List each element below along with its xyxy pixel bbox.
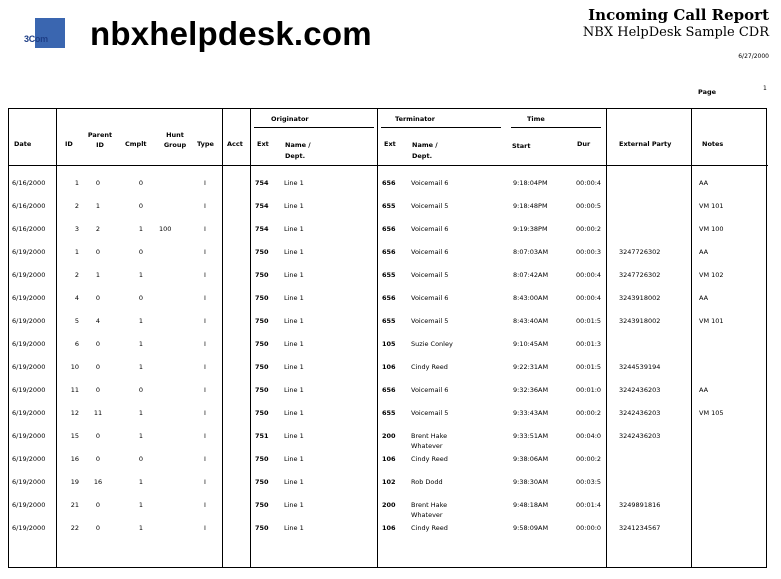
report-title: Incoming Call Report [588, 6, 769, 24]
cell-parent-id: 0 [95, 294, 101, 302]
cell-date: 6/19/2000 [12, 478, 46, 486]
cell-dur: 00:00:2 [576, 409, 602, 417]
cell-originator-name: Line 1 [284, 501, 304, 509]
cell-terminator-name: Voicemail 6 [411, 225, 449, 233]
cell-terminator-name: Cindy Reed [411, 363, 448, 371]
cell-id: 19 [70, 478, 79, 486]
cell-originator-name: Line 1 [284, 386, 304, 394]
cell-start: 9:18:48PM [513, 202, 548, 210]
cell-cmplt: 0 [138, 202, 144, 210]
cell-originator-ext: 750 [255, 363, 269, 371]
cell-external-party: 3241234567 [619, 524, 661, 532]
cell-terminator-ext: 200 [382, 501, 396, 509]
cell-terminator-name: Cindy Reed [411, 524, 448, 532]
cell-parent-id: 0 [95, 179, 101, 187]
cell-parent-id: 0 [95, 386, 101, 394]
cell-start: 9:19:38PM [513, 225, 548, 233]
cell-originator-name: Line 1 [284, 409, 304, 417]
cell-date: 6/19/2000 [12, 432, 46, 440]
table-row [9, 524, 768, 544]
cell-start: 9:38:06AM [513, 455, 549, 463]
cell-type: I [204, 363, 206, 371]
cell-terminator-ext: 200 [382, 432, 396, 440]
cell-id: 2 [74, 202, 79, 210]
cell-terminator-ext: 655 [382, 202, 396, 210]
cell-parent-id: 1 [95, 271, 101, 279]
cell-terminator-name: Rob Dodd [411, 478, 443, 486]
table-row [9, 179, 768, 199]
col-originator-name: Name / Dept. [285, 141, 311, 161]
cell-date: 6/19/2000 [12, 501, 46, 509]
cell-terminator-name: Voicemail 5 [411, 271, 449, 279]
cell-id: 22 [70, 524, 79, 532]
cell-type: I [204, 340, 206, 348]
cell-type: I [204, 501, 206, 509]
col-cmplt: Cmplt [125, 140, 147, 148]
table-row [9, 409, 768, 429]
cell-originator-name: Line 1 [284, 455, 304, 463]
cell-parent-id: 0 [95, 248, 101, 256]
cell-date: 6/19/2000 [12, 271, 46, 279]
cell-cmplt: 0 [138, 294, 144, 302]
cell-dur: 00:00:4 [576, 271, 602, 279]
cell-terminator-name: Voicemail 6 [411, 294, 449, 302]
cell-type: I [204, 225, 206, 233]
cell-cmplt: 1 [138, 363, 144, 371]
cell-parent-id: 2 [95, 225, 101, 233]
cell-originator-ext: 750 [255, 248, 269, 256]
cell-notes: AA [699, 294, 709, 302]
cell-cmplt: 1 [138, 271, 144, 279]
table-row [9, 455, 768, 475]
cell-dur: 00:00:3 [576, 248, 602, 256]
cell-originator-ext: 750 [255, 271, 269, 279]
cell-dur: 00:01:4 [576, 501, 602, 509]
cell-terminator-name: Voicemail 5 [411, 409, 449, 417]
cell-originator-ext: 754 [255, 202, 269, 210]
cell-cmplt: 1 [138, 340, 144, 348]
table-row [9, 386, 768, 406]
cell-start: 9:38:30AM [513, 478, 549, 486]
group-underline [254, 127, 374, 128]
table-row [9, 363, 768, 383]
cell-id: 10 [70, 363, 79, 371]
cell-terminator-ext: 106 [382, 524, 396, 532]
col-notes: Notes [702, 140, 724, 148]
col-terminator-ext: Ext [384, 140, 396, 148]
report-date: 6/27/2000 [738, 53, 769, 60]
group-time: Time [527, 115, 545, 123]
cell-originator-ext: 751 [255, 432, 269, 440]
cell-originator-name: Line 1 [284, 179, 304, 187]
cell-type: I [204, 317, 206, 325]
col-acct: Acct [227, 140, 243, 148]
cell-type: I [204, 271, 206, 279]
cell-originator-ext: 750 [255, 340, 269, 348]
cell-date: 6/19/2000 [12, 524, 46, 532]
cell-start: 9:32:36AM [513, 386, 549, 394]
cell-terminator-ext: 106 [382, 455, 396, 463]
cell-id: 15 [70, 432, 79, 440]
cell-type: I [204, 478, 206, 486]
table-row [9, 432, 768, 452]
cell-dur: 00:00:2 [576, 455, 602, 463]
cell-originator-ext: 754 [255, 225, 269, 233]
cell-id: 5 [74, 317, 79, 325]
cell-dur: 00:01:5 [576, 363, 602, 371]
page-label: Page [698, 88, 717, 96]
cell-start: 9:18:04PM [513, 179, 548, 187]
cell-terminator-ext: 656 [382, 386, 396, 394]
cell-type: I [204, 432, 206, 440]
cell-dur: 00:00:2 [576, 225, 602, 233]
cell-cmplt: 1 [138, 432, 144, 440]
cell-terminator-ext: 105 [382, 340, 396, 348]
cell-terminator-name: Voicemail 6 [411, 179, 449, 187]
cell-originator-name: Line 1 [284, 317, 304, 325]
cell-date: 6/19/2000 [12, 363, 46, 371]
cell-external-party: 3247726302 [619, 271, 661, 279]
cell-date: 6/19/2000 [12, 317, 46, 325]
col-terminator-name: Name / Dept. [412, 141, 438, 161]
cell-type: I [204, 202, 206, 210]
cell-start: 9:58:09AM [513, 524, 549, 532]
cell-originator-ext: 750 [255, 455, 269, 463]
cell-external-party: 3247726302 [619, 248, 661, 256]
cell-terminator-name: Voicemail 6 [411, 386, 449, 394]
col-hunt-group: Hunt Group [163, 131, 187, 150]
column-divider [250, 109, 251, 567]
cell-cmplt: 0 [138, 386, 144, 394]
cell-type: I [204, 409, 206, 417]
col-originator-ext: Ext [257, 140, 269, 148]
table-row [9, 294, 768, 314]
cell-originator-ext: 750 [255, 294, 269, 302]
cell-terminator-name: Brent Hake [411, 432, 448, 440]
cell-terminator-ext: 656 [382, 225, 396, 233]
cell-dur: 00:01:5 [576, 317, 602, 325]
cell-cmplt: 1 [138, 409, 144, 417]
cell-originator-name: Line 1 [284, 225, 304, 233]
cell-date: 6/16/2000 [12, 179, 46, 187]
cell-originator-name: Line 1 [284, 271, 304, 279]
cell-id: 4 [74, 294, 79, 302]
table-row [9, 501, 768, 521]
cell-parent-id: 0 [95, 340, 101, 348]
cell-terminator-ext: 655 [382, 409, 396, 417]
cell-dur: 00:00:4 [576, 179, 602, 187]
column-divider [222, 109, 223, 567]
cell-cmplt: 1 [138, 478, 144, 486]
cell-cmplt: 0 [138, 455, 144, 463]
cell-id: 11 [70, 386, 79, 394]
cell-cmplt: 0 [138, 248, 144, 256]
cell-notes: VM 101 [699, 317, 724, 325]
cell-id: 21 [70, 501, 79, 509]
report-subtitle: NBX HelpDesk Sample CDR [582, 25, 769, 40]
col-id: ID [65, 140, 73, 148]
col-dur: Dur [577, 140, 591, 148]
cell-dur: 00:00:0 [576, 524, 602, 532]
cell-date: 6/19/2000 [12, 340, 46, 348]
cell-id: 1 [74, 179, 79, 187]
cell-cmplt: 1 [138, 501, 144, 509]
cell-date: 6/19/2000 [12, 455, 46, 463]
col-parent-id: Parent ID [87, 131, 113, 150]
cell-terminator-dept: Whatever [411, 511, 443, 519]
cell-notes: VM 101 [699, 202, 724, 210]
cell-originator-name: Line 1 [284, 340, 304, 348]
cell-terminator-name: Voicemail 6 [411, 248, 449, 256]
cell-start: 9:10:45AM [513, 340, 549, 348]
cell-terminator-ext: 106 [382, 363, 396, 371]
table-row [9, 317, 768, 337]
cell-parent-id: 0 [95, 363, 101, 371]
cell-dur: 00:01:3 [576, 340, 602, 348]
cell-notes: VM 100 [699, 225, 724, 233]
cell-date: 6/19/2000 [12, 248, 46, 256]
cell-cmplt: 1 [138, 225, 144, 233]
page-number: 1 [763, 85, 767, 92]
cell-terminator-ext: 102 [382, 478, 396, 486]
cell-date: 6/16/2000 [12, 202, 46, 210]
cell-start: 9:22:31AM [513, 363, 549, 371]
cell-start: 8:07:42AM [513, 271, 549, 279]
cell-parent-id: 1 [95, 202, 101, 210]
cell-parent-id: 0 [95, 432, 101, 440]
col-type: Type [197, 140, 214, 148]
cell-hunt-group: 100 [159, 225, 172, 233]
cell-terminator-name: Brent Hake [411, 501, 448, 509]
cell-start: 8:43:40AM [513, 317, 549, 325]
cell-dur: 00:01:0 [576, 386, 602, 394]
cell-notes: VM 102 [699, 271, 724, 279]
cell-type: I [204, 455, 206, 463]
cell-date: 6/19/2000 [12, 386, 46, 394]
cell-originator-ext: 750 [255, 386, 269, 394]
cell-start: 9:48:18AM [513, 501, 549, 509]
cell-external-party: 3249891816 [619, 501, 661, 509]
cell-id: 16 [70, 455, 79, 463]
col-start: Start [512, 142, 531, 150]
group-underline [381, 127, 501, 128]
cell-originator-ext: 750 [255, 409, 269, 417]
cell-terminator-ext: 655 [382, 317, 396, 325]
group-terminator: Terminator [395, 115, 435, 123]
cell-cmplt: 1 [138, 524, 144, 532]
table-row [9, 248, 768, 268]
cell-parent-id: 4 [95, 317, 101, 325]
cell-originator-name: Line 1 [284, 524, 304, 532]
col-external-party: External Party [619, 140, 672, 148]
cell-start: 8:07:03AM [513, 248, 549, 256]
cell-terminator-ext: 655 [382, 271, 396, 279]
cell-dur: 00:00:5 [576, 202, 602, 210]
cell-originator-ext: 750 [255, 478, 269, 486]
cell-date: 6/19/2000 [12, 294, 46, 302]
cell-parent-id: 0 [95, 524, 101, 532]
group-originator: Originator [271, 115, 309, 123]
cell-dur: 00:03:5 [576, 478, 602, 486]
cell-notes: AA [699, 386, 709, 394]
cell-originator-name: Line 1 [284, 432, 304, 440]
group-underline [511, 127, 601, 128]
cell-parent-id: 16 [93, 478, 103, 486]
cell-originator-name: Line 1 [284, 294, 304, 302]
report-table [8, 108, 767, 568]
cell-external-party: 3243918002 [619, 317, 661, 325]
cell-terminator-ext: 656 [382, 294, 396, 302]
header-separator [9, 165, 768, 166]
cell-external-party: 3242436203 [619, 432, 661, 440]
table-row [9, 340, 768, 360]
cell-terminator-name: Cindy Reed [411, 455, 448, 463]
cell-external-party: 3242436203 [619, 409, 661, 417]
cell-originator-name: Line 1 [284, 202, 304, 210]
cell-type: I [204, 386, 206, 394]
cell-date: 6/19/2000 [12, 409, 46, 417]
column-divider [606, 109, 607, 567]
cell-cmplt: 1 [138, 317, 144, 325]
column-divider [691, 109, 692, 567]
cell-external-party: 3244539194 [619, 363, 661, 371]
cell-terminator-name: Voicemail 5 [411, 317, 449, 325]
cell-parent-id: 0 [95, 501, 101, 509]
cell-id: 1 [74, 248, 79, 256]
column-divider [56, 109, 57, 567]
cell-dur: 00:00:4 [576, 294, 602, 302]
cell-id: 3 [74, 225, 79, 233]
cell-parent-id: 11 [93, 409, 103, 417]
cell-originator-ext: 754 [255, 179, 269, 187]
cell-terminator-name: Suzie Conley [411, 340, 453, 348]
cell-notes: AA [699, 248, 709, 256]
table-row [9, 225, 768, 245]
cell-originator-name: Line 1 [284, 248, 304, 256]
cell-terminator-name: Voicemail 5 [411, 202, 449, 210]
cell-type: I [204, 248, 206, 256]
cell-originator-name: Line 1 [284, 478, 304, 486]
cell-id: 12 [70, 409, 79, 417]
cell-terminator-ext: 656 [382, 248, 396, 256]
cell-external-party: 3242436203 [619, 386, 661, 394]
brand-title: nbxhelpdesk.com [90, 15, 372, 52]
cell-external-party: 3243918002 [619, 294, 661, 302]
table-row [9, 271, 768, 291]
cell-originator-name: Line 1 [284, 363, 304, 371]
logo-text: 3Com [24, 34, 48, 44]
cell-id: 2 [74, 271, 79, 279]
table-row [9, 478, 768, 498]
cell-cmplt: 0 [138, 179, 144, 187]
cell-type: I [204, 294, 206, 302]
cell-terminator-ext: 656 [382, 179, 396, 187]
cell-originator-ext: 750 [255, 501, 269, 509]
cell-start: 9:33:51AM [513, 432, 549, 440]
col-date: Date [14, 140, 32, 148]
cell-originator-ext: 750 [255, 524, 269, 532]
cell-start: 8:43:00AM [513, 294, 549, 302]
cell-originator-ext: 750 [255, 317, 269, 325]
cell-start: 9:33:43AM [513, 409, 549, 417]
cell-notes: VM 105 [699, 409, 724, 417]
cell-type: I [204, 524, 206, 532]
cell-id: 6 [74, 340, 79, 348]
table-row [9, 202, 768, 222]
cell-terminator-dept: Whatever [411, 442, 443, 450]
cell-dur: 00:04:0 [576, 432, 602, 440]
cell-date: 6/16/2000 [12, 225, 46, 233]
cell-type: I [204, 179, 206, 187]
cell-parent-id: 0 [95, 455, 101, 463]
cell-notes: AA [699, 179, 709, 187]
column-divider [377, 109, 378, 567]
